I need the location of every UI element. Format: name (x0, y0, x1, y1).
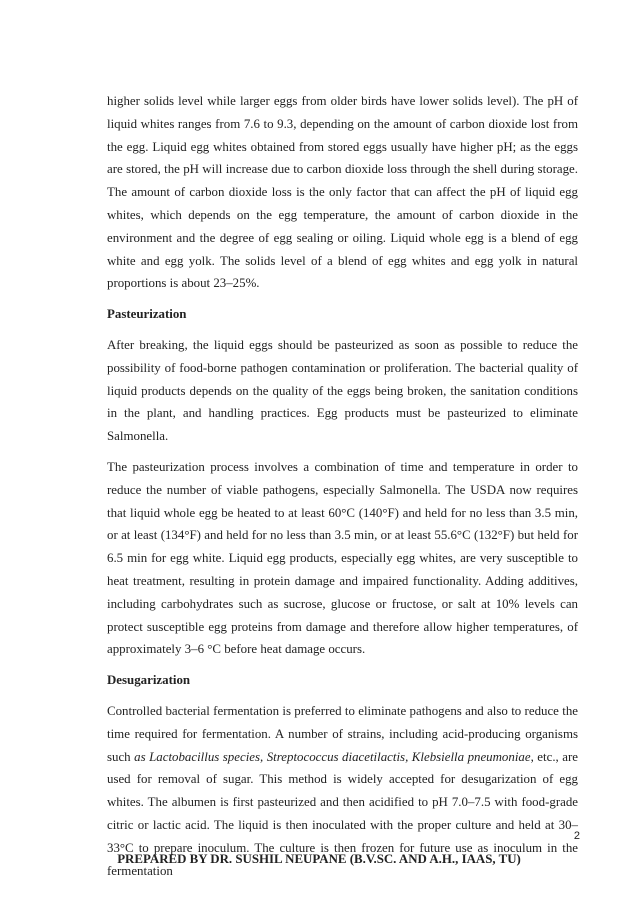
heading-desugarization: Desugarization (107, 673, 191, 688)
paragraph-pasteurization-process: The pasteurization process involves a combination of time and temperature in order to reduce the number of viable pathogens, especially Salmonella. The USDA now requires that liquid whole egg be heated to at least 60°C (140°F) and held for no less than 3.5 min, or at least (134°F) and held for no less than 3.5 min, or at least 55.6°C (132°F) but held for 6.5 min for egg white. Liquid egg products, especially egg whites, are very susceptible to heat treatment, resulting in protein damage and impaired functionality. Adding additives, including carbohydrates such as sucrose, glucose or fructose, or salt at 10% levels can protect susceptible egg proteins from damage and therefore allow higher temperatures, of approximately 3–6 °C before heat damage occurs. (107, 459, 578, 657)
paragraph-desugarization-text-b: , etc., are used for removal of sugar. This method is widely accepted for desugarization of egg whites. The albumen is first pasteurized and then acidified to pH 7.0–7.5 with food-grade citric or lactic acid. The liquid is then inoculated with the proper culture and held at 30–33°C to prepare inoculum. The culture is then frozen for future use as inoculum in the fermentation (107, 749, 579, 878)
page-body (107, 90, 578, 890)
paragraph-desugarization-text-a: Controlled bacterial fermentation is preferred to eliminate pathogens and also to reduce the time required for fermentation. A number of strains, including acid-producing organisms such (107, 703, 578, 764)
page-number: 2 (573, 830, 580, 842)
page-footer: PREPARED BY DR. SUSHIL NEUPANE (B.V.SC. AND A.H., IAAS, TU) (117, 852, 521, 866)
paragraph-desugarization-species: as Lactobacillus species, Streptococcus diacetilactis, Klebsiella pneumoniae (134, 749, 531, 764)
paragraph-solids-ph: higher solids level while larger eggs from older birds have lower solids level). The pH of liquid whites ranges from 7.6 to 9.3, depending on the amount of carbon dioxide lost from the egg. Liquid egg whites obtained from stored eggs usually have higher pH; as the eggs are stored, the pH will increase due to carbon dioxide loss through the shell during storage. The amount of carbon dioxide loss is the only factor that can affect the pH of liquid egg whites, which depends on the egg temperature, the amount of carbon dioxide in the environment and the degree of egg sealing or oiling. Liquid whole egg is a blend of egg white and egg yolk. The solids level of a blend of egg whites and egg yolk in natural proportions is about 23–25%. (107, 94, 578, 291)
paragraph-pasteurization-intro: After breaking, the liquid eggs should be pasteurized as soon as possible to reduce the possibility of food-borne pathogen contamination or proliferation. The bacterial quality of liquid products depends on the quality of the eggs being broken, the sanitation conditions in the plant, and handling practices. Egg products must be pasteurized to eliminate Salmonella. (107, 337, 578, 444)
heading-pasteurization: Pasteurization (107, 307, 187, 322)
